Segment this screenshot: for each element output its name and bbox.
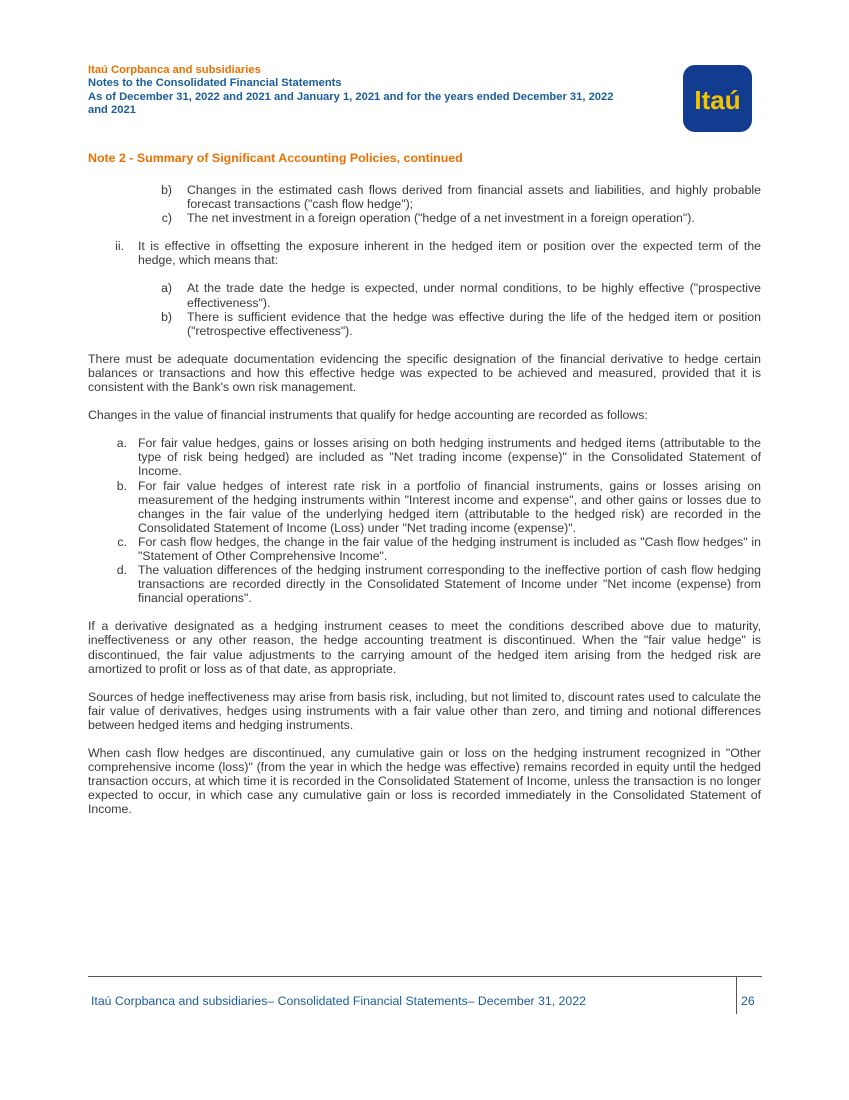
list-marker: ii.	[115, 239, 124, 254]
list-marker: c)	[161, 211, 172, 226]
page-header	[88, 64, 678, 118]
list-item	[88, 183, 761, 211]
list-item	[88, 535, 761, 563]
paragraph-ineffectiveness-sources: Sources of hedge ineffectiveness may arise from basis risk, including, but not limited to, discount rates used to calculate the fair value of derivatives, hedges using instruments with a fair value other than zero, and timing and notional differences between hedged items and hedging instruments.	[88, 689, 761, 732]
paragraph-documentation: There must be adequate documentation evidencing the specific designation of the financial derivative to hedge certain balances or transactions and how this effective hedge was expected to be achieved and measured, provided that it is consistent with the Bank's own risk management.	[88, 351, 761, 395]
list-item-text: For fair value hedges of interest rate risk in a portfolio of financial instruments, gains or losses arising on measurement of the hedging instruments within "Interest income and expense", and other gains or losses due to changes in the fair value of the underlying hedged item (attributable to the hedged risk) are recorded in the Consolidated Statement of Income (Loss) under "Net trading income (expense)".	[138, 478, 761, 535]
header-subtitle: Notes to the Consolidated Financial Statements	[88, 77, 342, 90]
logo-wordmark: Itaú	[694, 85, 741, 115]
header-period-line-1: As of December 31, 2022 and 2021 and January 1, 2021 and for the years ended December 31, 2022	[88, 90, 614, 103]
list-item-text: The net investment in a foreign operation ("hedge of a net investment in a foreign operation").	[187, 211, 695, 226]
itau-logo	[683, 65, 752, 132]
paragraph-cash-flow-discontinued: When cash flow hedges are discontinued, any cumulative gain or loss on the hedging instrument recognized in "Other comprehensive income (loss)" (from the year in which the hedge was effective) remains recorded in equity until the hedged transaction occurs, at which time it is recorded in the Consolidated Statement of Income, unless the transaction is no longer expected to occur, in which case any cumulative gain or loss is recorded immediately in the Consolidated Statement of Income.	[88, 746, 761, 817]
list-item-text: Changes in the estimated cash flows derived from financial assets and liabilities, and highly probable forecast transactions ("cash flow hedge");	[187, 183, 761, 212]
list-item	[88, 479, 761, 535]
list-item	[88, 563, 761, 605]
list-marker: a)	[161, 281, 172, 296]
footer-text: Itaú Corpbanca and subsidiaries– Consolidated Financial Statements– December 31, 2022	[91, 994, 586, 1008]
note-title: Note 2 - Summary of Significant Accounting Policies, continued	[88, 151, 463, 165]
itau-logo-mark	[683, 65, 752, 132]
list-marker: c.	[117, 534, 127, 549]
header-period-line-2: and 2021	[88, 104, 136, 117]
page-number: 26	[741, 994, 755, 1008]
list-item	[88, 281, 761, 309]
list-item	[88, 436, 761, 478]
list-item-ii	[88, 239, 761, 267]
list-item-text: At the trade date the hedge is expected, under normal conditions, to be highly effective ("prospective effectiveness").	[187, 281, 761, 310]
list-item	[88, 211, 761, 225]
header-company: Itaú Corpbanca and subsidiaries	[88, 64, 261, 76]
document-body	[88, 183, 761, 816]
list-marker: a.	[116, 436, 127, 451]
paragraph-changes-intro: Changes in the value of financial instruments that qualify for hedge accounting are recorded as follows:	[88, 408, 648, 423]
footer-divider	[88, 976, 762, 977]
list-marker: b)	[161, 309, 172, 324]
paragraph-discontinued: If a derivative designated as a hedging instrument ceases to meet the conditions described above due to maturity, ineffectiveness or any other reason, the hedge accounting treatment is discontinued. When the "fair value hedge" is discontinued, the fair value adjustments to the carrying amount of the hedged item arising from the hedged risk are amortized to profit or loss as of that date, as appropriate.	[88, 619, 761, 676]
list-marker: b.	[116, 478, 127, 493]
list-item	[88, 310, 761, 338]
footer-page-divider	[736, 976, 737, 1014]
list-item-text: For cash flow hedges, the change in the fair value of the hedging instrument is included as "Cash flow hedges" in "Statement of Other Comprehensive Income".	[138, 534, 761, 563]
list-item-text: For fair value hedges, gains or losses arising on both hedging instruments and hedged items (attributable to the type of risk being hedged) are included as "Net trading income (expense)" in the Consolidated Statement of Income.	[138, 436, 761, 479]
list-item-text: The valuation differences of the hedging instrument corresponding to the ineffective portion of cash flow hedging transactions are recorded directly in the Consolidated Statement of Income under "Net income (expense) from financial operations".	[138, 563, 761, 606]
list-marker: b)	[161, 183, 172, 197]
list-marker: d.	[116, 563, 127, 578]
list-item-text: It is effective in offsetting the exposure inherent in the hedged item or position over the expected term of the hedge, which means that:	[138, 239, 761, 268]
list-item-text: There is sufficient evidence that the hedge was effective during the life of the hedged item or position ("retrospective effectiveness").	[187, 309, 761, 338]
